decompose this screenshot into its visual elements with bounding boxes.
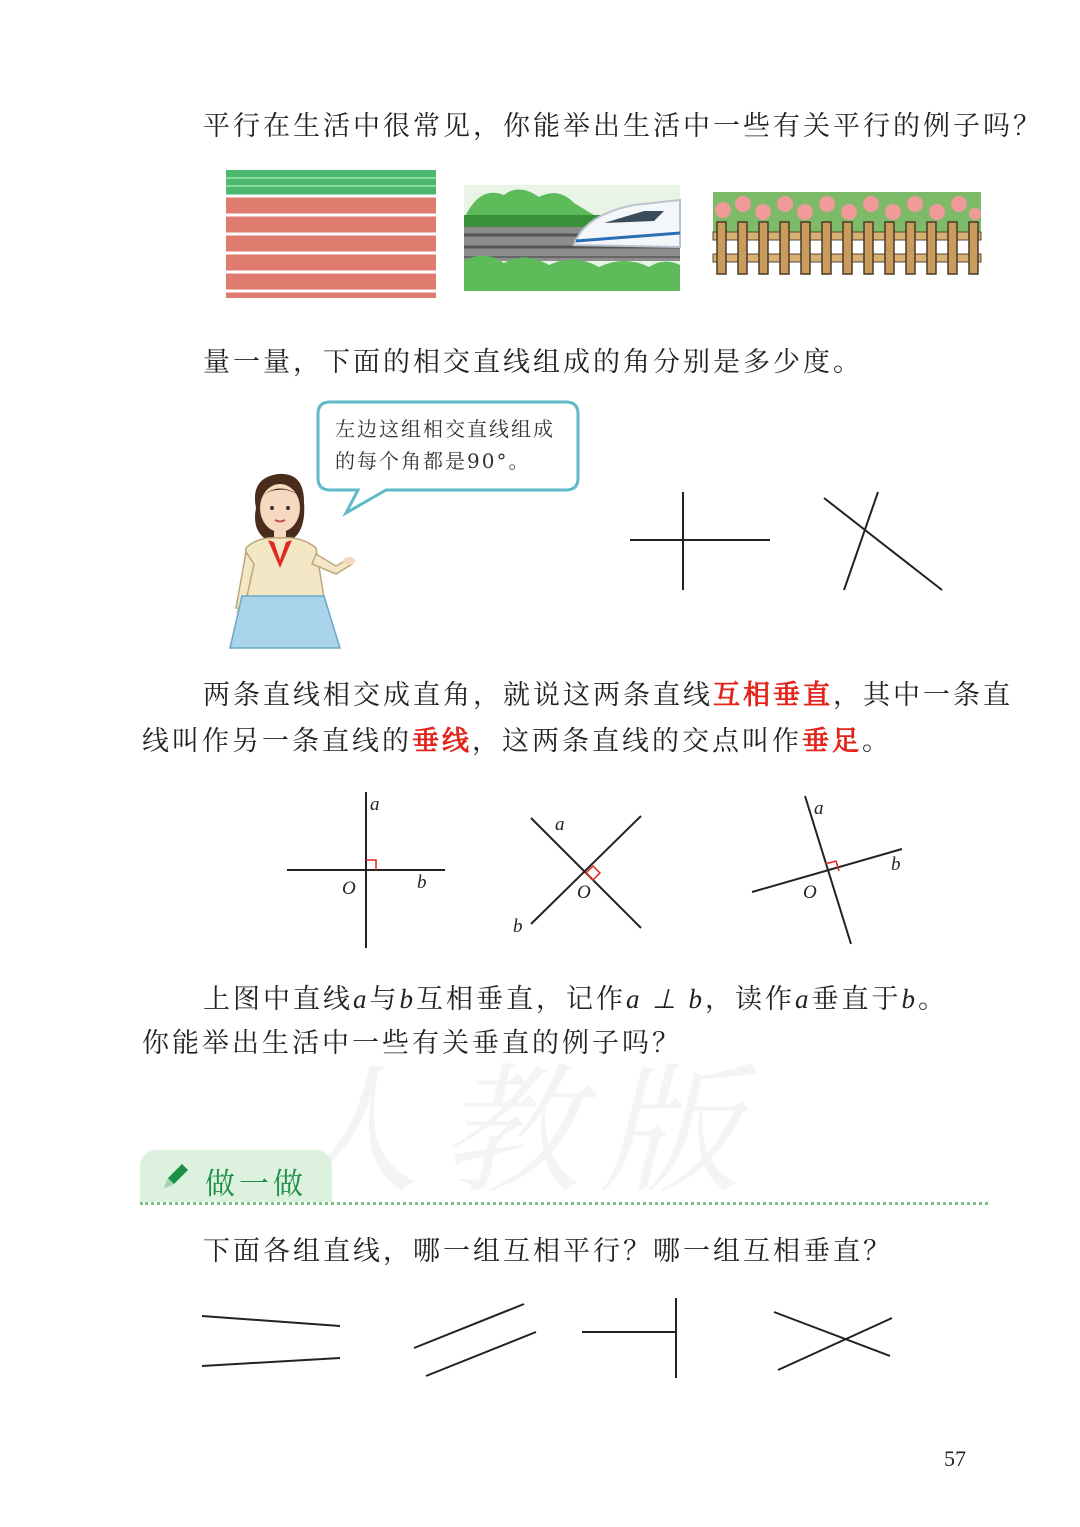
section-title: 做一做	[205, 1167, 307, 1202]
var-a-2: a	[795, 984, 812, 1014]
exercise-text: 下面各组直线，哪一组互相平行？哪一组互相垂直？	[203, 1236, 893, 1267]
page-number: 57	[944, 1446, 966, 1471]
var-a: a	[353, 984, 370, 1014]
notation-text-2: 与	[369, 984, 400, 1015]
exercise-figure-2	[410, 1298, 540, 1380]
measure-text: 量一量，下面的相交直线组成的角分别是多少度。	[203, 347, 863, 378]
perpendicular-diagram-2	[505, 808, 645, 938]
definition-line-1	[203, 682, 1013, 709]
exercise-figure-4	[770, 1308, 896, 1374]
pencil-icon	[160, 1160, 192, 1192]
perpendicular-cross-figure	[630, 492, 772, 592]
label-o: O	[577, 882, 591, 903]
perpendicular-diagram-3	[750, 792, 910, 952]
notation-text-1: 上图中直线	[203, 984, 353, 1015]
track-illustration	[226, 170, 436, 298]
exercise-figure-3	[580, 1296, 682, 1380]
notation-line-1	[203, 986, 948, 1013]
notation-line-2: 你能举出生活中一些有关垂直的例子吗？	[142, 1028, 682, 1059]
girl-illustration	[228, 468, 358, 648]
perpendicular-diagram-1	[285, 790, 450, 950]
notation-text-3: 互相垂直，记作	[416, 984, 626, 1015]
train-illustration	[464, 185, 680, 291]
notation-text-4: ，读作	[705, 984, 796, 1015]
label-o: O	[342, 878, 356, 899]
definition-text-2a: 线叫作另一条直线的	[142, 726, 412, 757]
label-a: a	[370, 794, 380, 815]
definition-text-2b: ，这两条直线的交点叫作	[472, 726, 802, 757]
notation-text-5: 垂直于	[811, 984, 902, 1015]
label-b: b	[891, 854, 901, 875]
exercise-figure-1	[200, 1308, 342, 1372]
label-a: a	[555, 814, 565, 835]
definition-text-2c: 。	[862, 726, 892, 757]
definition-text-1a: 两条直线相交成直角，就说这两条直线	[203, 680, 713, 711]
term-perpendicular-line: 垂线	[412, 726, 472, 757]
oblique-cross-figure	[820, 490, 946, 594]
label-a: a	[814, 798, 824, 819]
bubble-line-1: 左边这组相交直线组成	[335, 417, 555, 441]
term-mutually-perpendicular: 互相垂直	[713, 680, 833, 711]
label-b: b	[513, 916, 523, 937]
var-b: b	[399, 984, 416, 1014]
term-foot: 垂足	[802, 726, 862, 757]
intro-text: 平行在生活中很常见，你能举出生活中一些有关平行的例子吗？	[203, 111, 1043, 142]
label-b: b	[417, 872, 427, 893]
definition-text-1b: ，其中一条直	[833, 680, 1013, 711]
section-divider	[140, 1202, 988, 1205]
var-b-2: b	[901, 984, 919, 1014]
fence-illustration	[713, 192, 981, 274]
bubble-line-2: 的每个角都是90°。	[335, 449, 531, 473]
perpendicular-expression: a ⊥ b	[626, 984, 706, 1014]
definition-line-2	[142, 728, 892, 755]
notation-text-6: 。	[918, 984, 949, 1015]
label-o: O	[803, 882, 817, 903]
